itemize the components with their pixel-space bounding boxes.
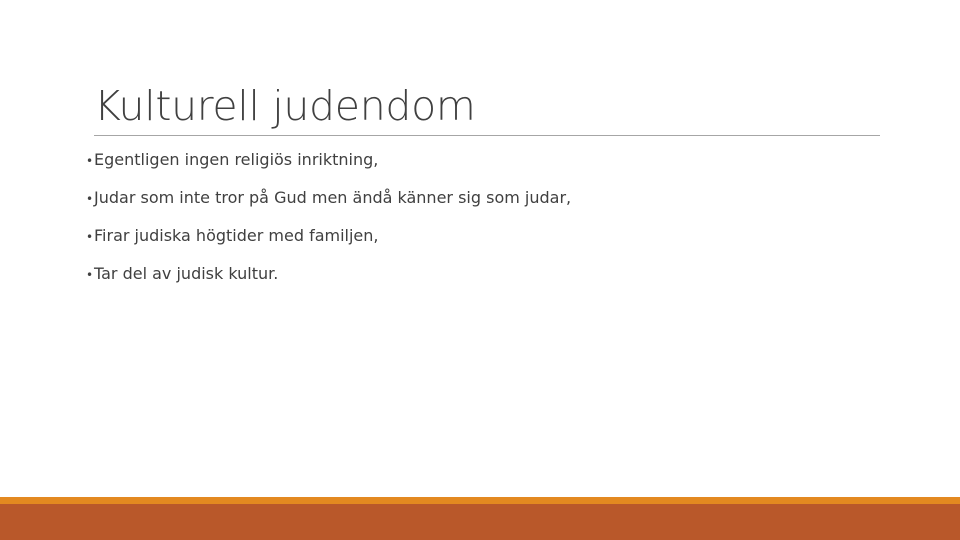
slide-title: Kulturell judendom [94, 82, 476, 130]
bullet-dot-icon: • [86, 268, 94, 282]
bullet-list [86, 148, 571, 300]
bullet-item [86, 262, 571, 287]
bullet-item [86, 186, 571, 211]
bullet-text: Egentligen ingen religiös inriktning, [94, 150, 379, 169]
bullet-dot-icon: • [86, 192, 94, 206]
bullet-text: Judar som inte tror på Gud men ändå känner sig som judar, [94, 188, 572, 207]
bullet-text: Tar del av judisk kultur. [94, 264, 279, 283]
bullet-text: Firar judiska högtider med familjen, [94, 226, 379, 245]
bullet-dot-icon: • [86, 230, 94, 244]
bullet-item [86, 148, 571, 173]
accent-bar-bottom [0, 504, 960, 540]
bullet-dot-icon: • [86, 154, 94, 168]
title-divider [94, 135, 880, 136]
accent-bar-top [0, 497, 960, 504]
bullet-item [86, 224, 571, 249]
